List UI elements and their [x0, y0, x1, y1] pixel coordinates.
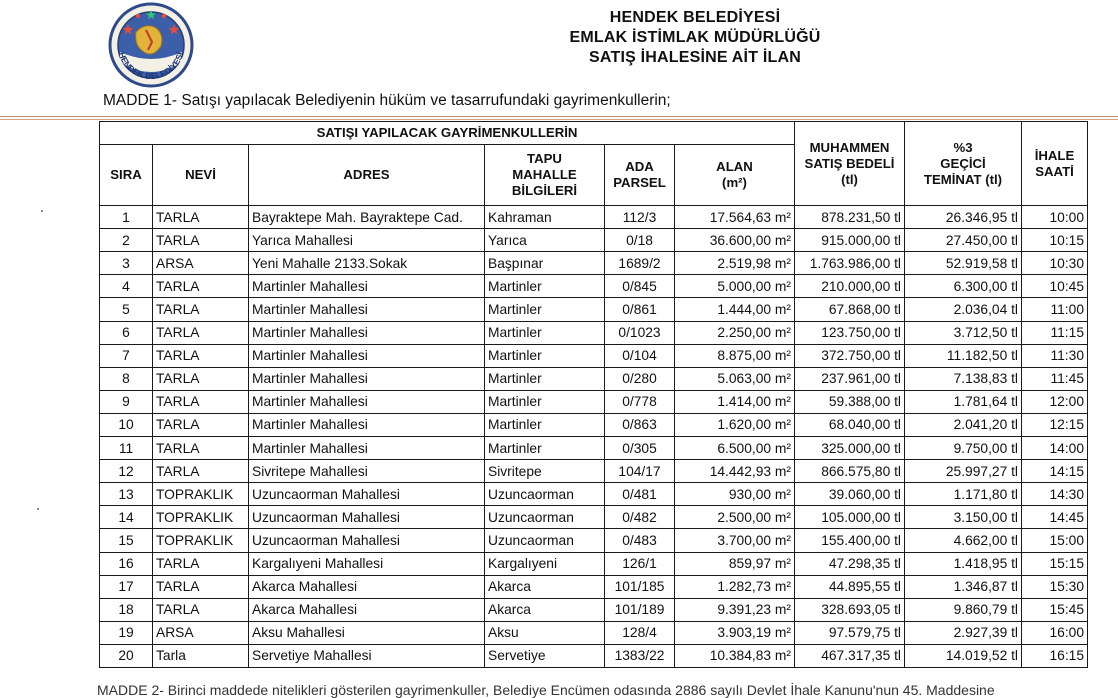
cell-ada-parsel: 1383/22	[605, 644, 675, 667]
cell-satis-bedeli: 328.693,05 tl	[795, 598, 905, 621]
cell-nevi: TARLA	[153, 367, 249, 390]
cell-ihale-saati: 14:45	[1022, 506, 1088, 529]
cell-teminat: 3.712,50 tl	[905, 321, 1022, 344]
cell-mahalle: Uzuncaorman	[485, 506, 605, 529]
cell-mahalle: Kahraman	[485, 206, 605, 229]
cell-teminat: 1.171,80 tl	[905, 483, 1022, 506]
cell-satis-bedeli: 123.750,00 tl	[795, 321, 905, 344]
cell-sira: 19	[100, 621, 153, 644]
cell-adres: Martinler Mahallesi	[249, 344, 485, 367]
cell-mahalle: Yarıca	[485, 229, 605, 252]
cell-satis-bedeli: 155.400,00 tl	[795, 529, 905, 552]
cell-mahalle: Martinler	[485, 390, 605, 413]
cell-satis-bedeli: 210.000,00 tl	[795, 275, 905, 298]
header-nevi: NEVİ	[153, 145, 249, 206]
header-adres: ADRES	[249, 145, 485, 206]
cell-sira: 9	[100, 390, 153, 413]
municipality-name: HENDEK BELEDİYESİ	[609, 9, 781, 26]
cell-sira: 20	[100, 644, 153, 667]
table-row	[100, 275, 1088, 298]
table-row	[100, 321, 1088, 344]
table-row	[100, 621, 1088, 644]
table-row	[100, 229, 1088, 252]
cell-alan: 5.000,00 m²	[675, 275, 795, 298]
scan-speck	[41, 210, 43, 212]
cell-mahalle: Uzuncaorman	[485, 483, 605, 506]
cell-nevi: TARLA	[153, 552, 249, 575]
cell-ihale-saati: 14:00	[1022, 437, 1088, 460]
cell-sira: 3	[100, 252, 153, 275]
cell-sira: 14	[100, 506, 153, 529]
cell-nevi: TARLA	[153, 321, 249, 344]
header-alan: ALAN (m²)	[675, 145, 795, 206]
cell-ada-parsel: 1689/2	[605, 252, 675, 275]
cell-mahalle: Akarca	[485, 575, 605, 598]
cell-adres: Akarca Mahallesi	[249, 598, 485, 621]
cell-ihale-saati: 11:00	[1022, 298, 1088, 321]
cell-adres: Martinler Mahallesi	[249, 390, 485, 413]
cell-mahalle: Martinler	[485, 321, 605, 344]
table-row	[100, 437, 1088, 460]
cell-ihale-saati: 14:15	[1022, 460, 1088, 483]
document-header	[300, 8, 1090, 68]
cell-satis-bedeli: 39.060,00 tl	[795, 483, 905, 506]
cell-nevi: TARLA	[153, 229, 249, 252]
cell-satis-bedeli: 467.317,35 tl	[795, 644, 905, 667]
cell-mahalle: Akarca	[485, 598, 605, 621]
cell-nevi: TOPRAKLIK	[153, 483, 249, 506]
article-1-text: MADDE 1- Satışı yapılacak Belediyenin hüküm ve tasarrufundaki gayrimenkullerin;	[103, 92, 671, 109]
cell-sira: 16	[100, 552, 153, 575]
divider-line	[0, 119, 1118, 120]
cell-teminat: 1.346,87 tl	[905, 575, 1022, 598]
cell-ihale-saati: 11:30	[1022, 344, 1088, 367]
cell-ada-parsel: 101/189	[605, 598, 675, 621]
cell-adres: Aksu Mahallesi	[249, 621, 485, 644]
cell-alan: 6.500,00 m²	[675, 437, 795, 460]
table-row	[100, 390, 1088, 413]
cell-teminat: 1.418,95 tl	[905, 552, 1022, 575]
table-row	[100, 552, 1088, 575]
cell-ihale-saati: 15:30	[1022, 575, 1088, 598]
cell-satis-bedeli: 59.388,00 tl	[795, 390, 905, 413]
cell-mahalle: Sivritepe	[485, 460, 605, 483]
cell-satis-bedeli: 1.763.986,00 tl	[795, 252, 905, 275]
municipality-logo	[106, 2, 196, 88]
cell-alan: 9.391,23 m²	[675, 598, 795, 621]
cell-teminat: 9.860,79 tl	[905, 598, 1022, 621]
cell-ihale-saati: 16:15	[1022, 644, 1088, 667]
cell-mahalle: Martinler	[485, 298, 605, 321]
cell-ihale-saati: 10:30	[1022, 252, 1088, 275]
table-row	[100, 506, 1088, 529]
cell-mahalle: Martinler	[485, 344, 605, 367]
cell-satis-bedeli: 67.868,00 tl	[795, 298, 905, 321]
cell-satis-bedeli: 47.298,35 tl	[795, 552, 905, 575]
cell-alan: 3.903,19 m²	[675, 621, 795, 644]
cell-nevi: ARSA	[153, 252, 249, 275]
property-table	[99, 121, 1088, 668]
cell-sira: 8	[100, 367, 153, 390]
header-ada-parsel: ADA PARSEL	[605, 145, 675, 206]
cell-adres: Akarca Mahallesi	[249, 575, 485, 598]
department-name: EMLAK İSTİMLAK MÜDÜRLÜĞÜ	[569, 29, 821, 46]
cell-ihale-saati: 10:00	[1022, 206, 1088, 229]
cell-ihale-saati: 12:00	[1022, 390, 1088, 413]
cell-satis-bedeli: 372.750,00 tl	[795, 344, 905, 367]
cell-ihale-saati: 15:00	[1022, 529, 1088, 552]
cell-nevi: Tarla	[153, 644, 249, 667]
cell-nevi: ARSA	[153, 621, 249, 644]
table-row	[100, 344, 1088, 367]
table-row	[100, 206, 1088, 229]
cell-sira: 12	[100, 460, 153, 483]
cell-ada-parsel: 0/863	[605, 413, 675, 436]
table-row	[100, 252, 1088, 275]
cell-ada-parsel: 112/3	[605, 206, 675, 229]
cell-ada-parsel: 104/17	[605, 460, 675, 483]
cell-adres: Martinler Mahallesi	[249, 275, 485, 298]
cell-sira: 5	[100, 298, 153, 321]
cell-ada-parsel: 101/185	[605, 575, 675, 598]
cell-ihale-saati: 11:45	[1022, 367, 1088, 390]
announcement-title: SATIŞ İHALESİNE AİT İLAN	[589, 49, 801, 66]
cell-ada-parsel: 0/280	[605, 367, 675, 390]
cell-sira: 10	[100, 413, 153, 436]
cell-alan: 17.564,63 m²	[675, 206, 795, 229]
cell-mahalle: Martinler	[485, 413, 605, 436]
cell-satis-bedeli: 866.575,80 tl	[795, 460, 905, 483]
cell-nevi: TARLA	[153, 344, 249, 367]
cell-nevi: TARLA	[153, 460, 249, 483]
cell-alan: 3.700,00 m²	[675, 529, 795, 552]
cell-alan: 859,97 m²	[675, 552, 795, 575]
cell-sira: 13	[100, 483, 153, 506]
cell-alan: 2.500,00 m²	[675, 506, 795, 529]
cell-adres: Uzuncaorman Mahallesi	[249, 506, 485, 529]
cell-nevi: TARLA	[153, 437, 249, 460]
cell-teminat: 6.300,00 tl	[905, 275, 1022, 298]
cell-nevi: TARLA	[153, 413, 249, 436]
cell-satis-bedeli: 97.579,75 tl	[795, 621, 905, 644]
cell-alan: 930,00 m²	[675, 483, 795, 506]
cell-satis-bedeli: 68.040,00 tl	[795, 413, 905, 436]
cell-teminat: 2.927,39 tl	[905, 621, 1022, 644]
cell-ihale-saati: 14:30	[1022, 483, 1088, 506]
cell-sira: 6	[100, 321, 153, 344]
cell-ada-parsel: 0/845	[605, 275, 675, 298]
cell-alan: 14.442,93 m²	[675, 460, 795, 483]
cell-alan: 1.444,00 m²	[675, 298, 795, 321]
cell-sira: 4	[100, 275, 153, 298]
table-row	[100, 598, 1088, 621]
cell-ihale-saati: 15:15	[1022, 552, 1088, 575]
cell-nevi: TARLA	[153, 298, 249, 321]
table-row	[100, 298, 1088, 321]
cell-teminat: 7.138,83 tl	[905, 367, 1022, 390]
cell-mahalle: Başpınar	[485, 252, 605, 275]
cell-mahalle: Martinler	[485, 275, 605, 298]
cell-teminat: 2.041,20 tl	[905, 413, 1022, 436]
cell-sira: 2	[100, 229, 153, 252]
cell-satis-bedeli: 325.000,00 tl	[795, 437, 905, 460]
cell-alan: 10.384,83 m²	[675, 644, 795, 667]
cell-adres: Sivritepe Mahallesi	[249, 460, 485, 483]
cell-ihale-saati: 12:15	[1022, 413, 1088, 436]
cell-sira: 1	[100, 206, 153, 229]
cell-adres: Martinler Mahallesi	[249, 367, 485, 390]
cell-alan: 2.519,98 m²	[675, 252, 795, 275]
cell-ihale-saati: 16:00	[1022, 621, 1088, 644]
header-tapu: TAPU MAHALLE BİLGİLERİ	[485, 145, 605, 206]
table-row	[100, 529, 1088, 552]
cell-ihale-saati: 15:45	[1022, 598, 1088, 621]
header-ihale-saati: İHALE SAATİ	[1022, 122, 1088, 206]
cell-teminat: 2.036,04 tl	[905, 298, 1022, 321]
cell-ihale-saati: 10:15	[1022, 229, 1088, 252]
cell-adres: Bayraktepe Mah. Bayraktepe Cad.	[249, 206, 485, 229]
cell-mahalle: Martinler	[485, 437, 605, 460]
cell-satis-bedeli: 878.231,50 tl	[795, 206, 905, 229]
cell-mahalle: Aksu	[485, 621, 605, 644]
table-row	[100, 413, 1088, 436]
cell-alan: 5.063,00 m²	[675, 367, 795, 390]
cell-nevi: TARLA	[153, 390, 249, 413]
cell-adres: Kargalıyeni Mahallesi	[249, 552, 485, 575]
cell-mahalle: Martinler	[485, 367, 605, 390]
cell-ada-parsel: 0/778	[605, 390, 675, 413]
divider-line	[0, 116, 1118, 117]
cell-alan: 36.600,00 m²	[675, 229, 795, 252]
cell-teminat: 4.662,00 tl	[905, 529, 1022, 552]
cell-mahalle: Kargalıyeni	[485, 552, 605, 575]
cell-teminat: 25.997,27 tl	[905, 460, 1022, 483]
table-row	[100, 575, 1088, 598]
cell-alan: 1.620,00 m²	[675, 413, 795, 436]
cell-ada-parsel: 0/18	[605, 229, 675, 252]
cell-nevi: TARLA	[153, 598, 249, 621]
cell-adres: Uzuncaorman Mahallesi	[249, 483, 485, 506]
cell-satis-bedeli: 915.000,00 tl	[795, 229, 905, 252]
cell-ada-parsel: 0/861	[605, 298, 675, 321]
cell-alan: 1.414,00 m²	[675, 390, 795, 413]
cell-alan: 8.875,00 m²	[675, 344, 795, 367]
cell-nevi: TOPRAKLIK	[153, 506, 249, 529]
logo-text: HENDEK BELEDİYESİ	[116, 50, 186, 82]
scan-speck	[37, 508, 39, 510]
cell-adres: Martinler Mahallesi	[249, 437, 485, 460]
cell-sira: 15	[100, 529, 153, 552]
cell-nevi: TARLA	[153, 206, 249, 229]
table-row	[100, 367, 1088, 390]
cell-ada-parsel: 0/483	[605, 529, 675, 552]
cell-ihale-saati: 11:15	[1022, 321, 1088, 344]
cell-nevi: TARLA	[153, 275, 249, 298]
cell-sira: 7	[100, 344, 153, 367]
cell-ada-parsel: 0/305	[605, 437, 675, 460]
cell-satis-bedeli: 44.895,55 tl	[795, 575, 905, 598]
cell-sira: 17	[100, 575, 153, 598]
cell-ada-parsel: 0/481	[605, 483, 675, 506]
cell-nevi: TOPRAKLIK	[153, 529, 249, 552]
cell-teminat: 26.346,95 tl	[905, 206, 1022, 229]
cell-teminat: 9.750,00 tl	[905, 437, 1022, 460]
cell-adres: Yarıca Mahallesi	[249, 229, 485, 252]
cell-adres: Martinler Mahallesi	[249, 298, 485, 321]
cell-nevi: TARLA	[153, 575, 249, 598]
group-header: SATIŞI YAPILACAK GAYRİMENKULLERİN	[100, 122, 795, 145]
cell-alan: 1.282,73 m²	[675, 575, 795, 598]
cell-adres: Yeni Mahalle 2133.Sokak	[249, 252, 485, 275]
cell-mahalle: Uzuncaorman	[485, 529, 605, 552]
header-muhammen: MUHAMMEN SATIŞ BEDELİ (tl)	[795, 122, 905, 206]
table-row	[100, 644, 1088, 667]
table-row	[100, 460, 1088, 483]
cell-ada-parsel: 126/1	[605, 552, 675, 575]
cell-ada-parsel: 0/482	[605, 506, 675, 529]
header-teminat: %3 GEÇİCİ TEMİNAT (tl)	[905, 122, 1022, 206]
cell-satis-bedeli: 237.961,00 tl	[795, 367, 905, 390]
cell-teminat: 52.919,58 tl	[905, 252, 1022, 275]
cell-teminat: 3.150,00 tl	[905, 506, 1022, 529]
cell-adres: Uzuncaorman Mahallesi	[249, 529, 485, 552]
article-2-text: MADDE 2- Birinci maddede nitelikleri gösterilen gayrimenkuller, Belediye Encümen odasında 2886 sayılı Devlet İhale Kanunu'nun 45. Maddesine	[97, 682, 995, 698]
header-sira: SIRA	[100, 145, 153, 206]
cell-teminat: 27.450,00 tl	[905, 229, 1022, 252]
cell-adres: Martinler Mahallesi	[249, 321, 485, 344]
cell-ihale-saati: 10:45	[1022, 275, 1088, 298]
cell-teminat: 11.182,50 tl	[905, 344, 1022, 367]
cell-teminat: 14.019,52 tl	[905, 644, 1022, 667]
cell-ada-parsel: 0/1023	[605, 321, 675, 344]
cell-alan: 2.250,00 m²	[675, 321, 795, 344]
cell-adres: Martinler Mahallesi	[249, 413, 485, 436]
cell-adres: Servetiye Mahallesi	[249, 644, 485, 667]
cell-satis-bedeli: 105.000,00 tl	[795, 506, 905, 529]
cell-sira: 11	[100, 437, 153, 460]
cell-ada-parsel: 128/4	[605, 621, 675, 644]
cell-teminat: 1.781,64 tl	[905, 390, 1022, 413]
cell-mahalle: Servetiye	[485, 644, 605, 667]
cell-sira: 18	[100, 598, 153, 621]
table-row	[100, 483, 1088, 506]
cell-ada-parsel: 0/104	[605, 344, 675, 367]
